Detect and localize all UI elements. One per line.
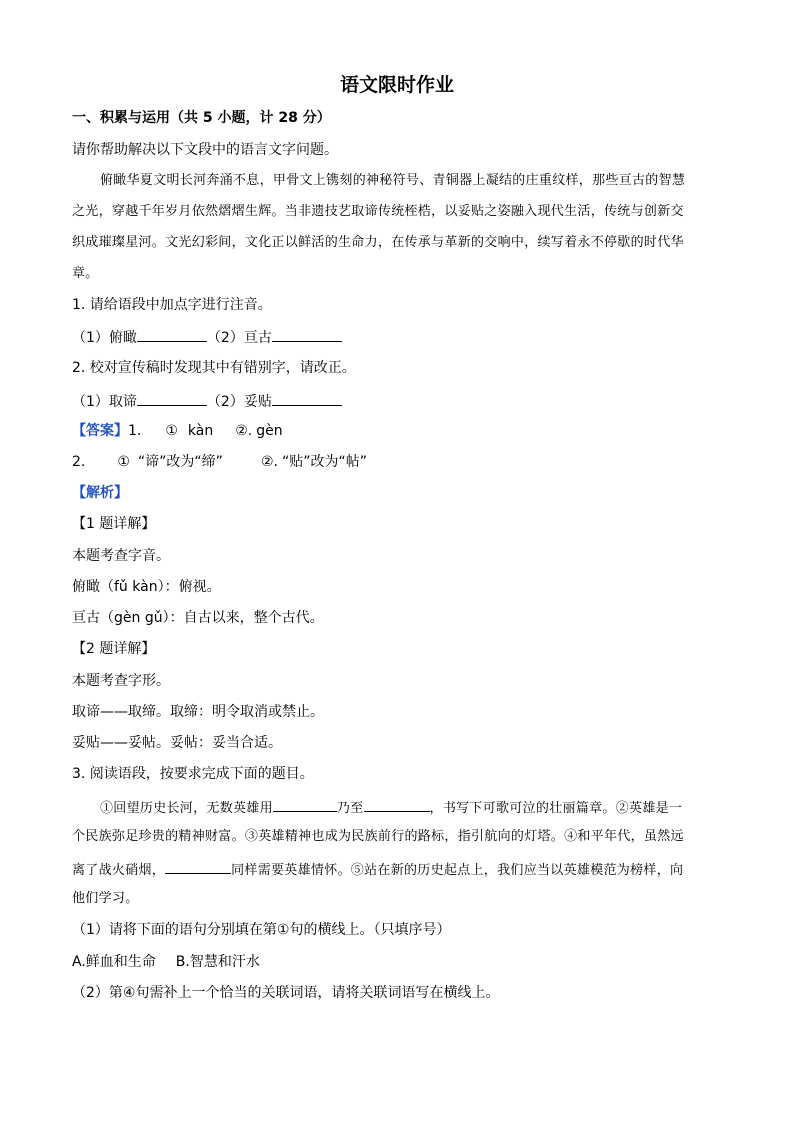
detail-1-heading: 【1 题详解】 xyxy=(72,516,156,532)
option-b: B.智慧和汗水 xyxy=(175,954,260,970)
detail-2-line: 本题考查字形。 xyxy=(72,673,170,689)
answer-line-2 xyxy=(72,452,367,472)
question-1: 1. 请给语段中加点字进行注音。 xyxy=(72,297,272,313)
answer-1-part2-mark: ②. xyxy=(235,423,253,439)
detail-2-line: 取谛——取缔。取缔：明令取消或禁止。 xyxy=(72,704,324,720)
passage2-line: 他们学习。 xyxy=(72,891,139,906)
question-2-items xyxy=(72,390,342,412)
passage1-line: 章。 xyxy=(72,266,99,281)
answer-1-part1: kàn xyxy=(187,423,214,439)
page-title: 语文限时作业 xyxy=(339,74,454,96)
question-3: 3. 阅读语段，按要求完成下面的题目。 xyxy=(72,766,314,782)
passage2-text: ①回望历史长河，无数英雄用 xyxy=(100,801,273,816)
detail-2-heading: 【2 题详解】 xyxy=(72,641,156,657)
passage1-line: 俯瞰华夏文明长河奔涌不息，甲骨文上镌刻的神秘符号、青铜器上凝结的庄重纹样，那些亘古的智慧 xyxy=(100,173,686,188)
passage2-line xyxy=(72,858,683,881)
question-3-sub2: （2）第④句需补上一个恰当的关联词语，请将关联词语写在横线上。 xyxy=(72,985,500,1001)
answer-2-part1: “谛”改为“缔” xyxy=(137,454,223,470)
answer-2-part2: “贴”改为“帖” xyxy=(281,454,367,470)
answer-1-part1-mark: ① xyxy=(165,423,178,439)
answer-1-number: 1. xyxy=(128,423,142,439)
analysis-label: 【解析】 xyxy=(72,485,128,501)
answer-blank[interactable] xyxy=(137,326,207,342)
passage1-line: 之光，穿越千年岁月依然熠熠生辉。当非遗技艺取谛传统桎梏，以妥贴之姿融入现代生活，传统与创新交 xyxy=(72,204,684,219)
q1-item-2: （2）亘古 xyxy=(206,330,272,346)
section-heading: 一、积累与运用（共 5 小题，计 28 分） xyxy=(72,110,331,126)
answer-2-number: 2. xyxy=(72,454,86,470)
answer-blank[interactable] xyxy=(137,390,207,406)
answer-blank[interactable] xyxy=(272,390,342,406)
answer-2-part1-mark: ① xyxy=(117,454,130,470)
detail-2-line: 妥贴——妥帖。妥帖：妥当合适。 xyxy=(72,735,282,751)
question-3-options xyxy=(72,952,260,972)
passage2-line xyxy=(100,796,682,819)
fill-blank[interactable] xyxy=(364,796,430,812)
passage2-text: 同样需要英雄情怀。⑤站在新的历史起点上，我们应当以英雄模范为榜样，向 xyxy=(231,863,684,878)
fill-blank[interactable] xyxy=(165,858,231,874)
answer-label: 【答案】 xyxy=(72,423,128,439)
passage2-text: 离了战火硝烟， xyxy=(72,863,166,878)
detail-1-line: 本题考查字音。 xyxy=(72,548,170,564)
detail-1-line: 亘古（gèn gǔ）：自古以来，整个古代。 xyxy=(72,610,324,626)
answer-line-1 xyxy=(72,421,283,441)
q2-item-1: （1）取谛 xyxy=(72,394,137,410)
q1-item-1: （1）俯瞰 xyxy=(72,330,137,346)
passage1-line: 织成璀璨星河。文光幻彩间，文化正以鲜活的生命力，在传承与革新的交响中，续写着永不停歇的时代华 xyxy=(72,235,684,250)
answer-1-part2: gèn xyxy=(256,423,283,439)
passage2-line: 个民族弥足珍贵的精神财富。③英雄精神也成为民族前行的路标，指引航向的灯塔。④和平年代，虽然远 xyxy=(72,829,684,844)
question-1-items xyxy=(72,326,342,348)
passage2-text: ，书写下可歌可泣的壮丽篇章。②英雄是一 xyxy=(429,801,683,816)
question-2: 2. 校对宣传稿时发现其中有错别字，请改正。 xyxy=(72,360,356,376)
detail-1-line: 俯瞰（fǔ kàn）：俯视。 xyxy=(72,579,221,595)
fill-blank[interactable] xyxy=(273,796,337,812)
q2-item-2: （2）妥贴 xyxy=(206,394,272,410)
answer-2-part2-mark: ②. xyxy=(260,454,278,470)
option-a: A.鲜血和生命 xyxy=(72,954,156,970)
question-3-sub1: （1）请将下面的语句分别填在第①句的横线上。（只填序号） xyxy=(72,922,451,938)
answer-blank[interactable] xyxy=(272,326,342,342)
intro-text: 请你帮助解决以下文段中的语言文字问题。 xyxy=(72,142,338,158)
passage2-text: 乃至 xyxy=(336,801,364,816)
